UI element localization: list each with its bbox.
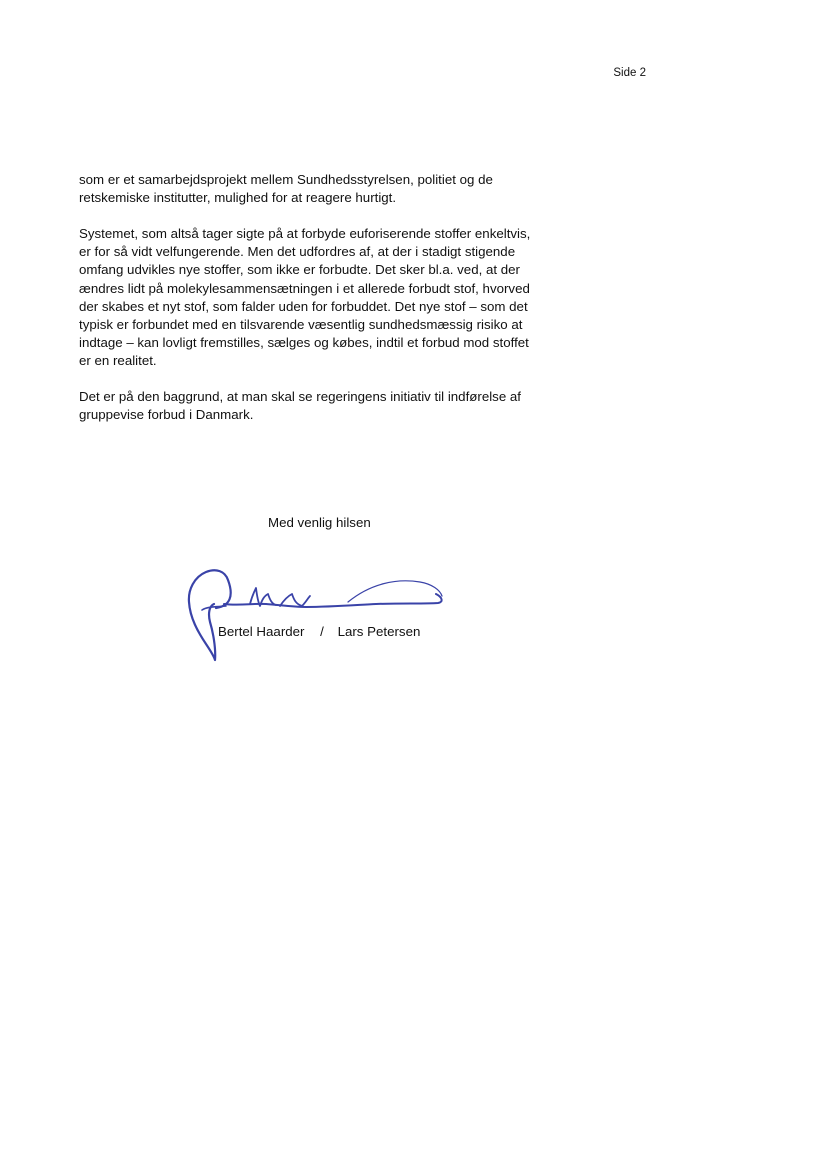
handwritten-signature xyxy=(180,566,450,666)
text-line: typisk er forbundet med en tilsvarende væsentlig sundhedsmæssig risiko at xyxy=(79,316,523,332)
text-line: Det er på den baggrund, at man skal se regeringens initiativ til indførelse af xyxy=(79,389,521,405)
page-number: Side 2 xyxy=(613,67,646,79)
paragraph-spacer xyxy=(79,370,569,388)
text-line: indtage – kan lovligt fremstilles, sælges og købes, indtil et forbud mod stoffet xyxy=(79,334,529,350)
text-line: Systemet, som altså tager sigte på at forbyde euforiserende stoffer enkeltvis, xyxy=(79,226,531,242)
letter-body xyxy=(79,171,569,424)
signer-separator: / xyxy=(320,624,324,639)
paragraph xyxy=(79,388,569,424)
text-line: der skabes et nyt stof, som falder uden for forbuddet. Det nye stof – som det xyxy=(79,298,528,314)
text-line: er for så vidt velfungerende. Men det udfordres af, at der i stadigt stigende xyxy=(79,244,516,260)
signer-names xyxy=(218,623,420,641)
text-line: gruppevise forbud i Danmark. xyxy=(79,407,254,423)
paragraph xyxy=(79,171,569,207)
paragraph-spacer xyxy=(79,207,569,225)
signer-name: Bertel Haarder xyxy=(218,624,305,639)
closing-greeting: Med venlig hilsen xyxy=(268,515,371,530)
text-line: omfang udvikles nye stoffer, som ikke er forbudte. Det sker bl.a. ved, at der xyxy=(79,262,520,278)
signature-strokes xyxy=(189,570,442,660)
signer-name: Lars Petersen xyxy=(337,624,421,639)
text-line: som er et samarbejdsprojekt mellem Sundhedsstyrelsen, politiet og de xyxy=(79,172,493,187)
text-line: retskemiske institutter, mulighed for at reagere hurtigt. xyxy=(79,190,397,206)
paragraph xyxy=(79,225,569,370)
text-line: ændres lidt på molekylesammensætningen i et allerede forbudt stof, hvorved xyxy=(79,280,530,296)
text-line: er en realitet. xyxy=(79,352,157,368)
